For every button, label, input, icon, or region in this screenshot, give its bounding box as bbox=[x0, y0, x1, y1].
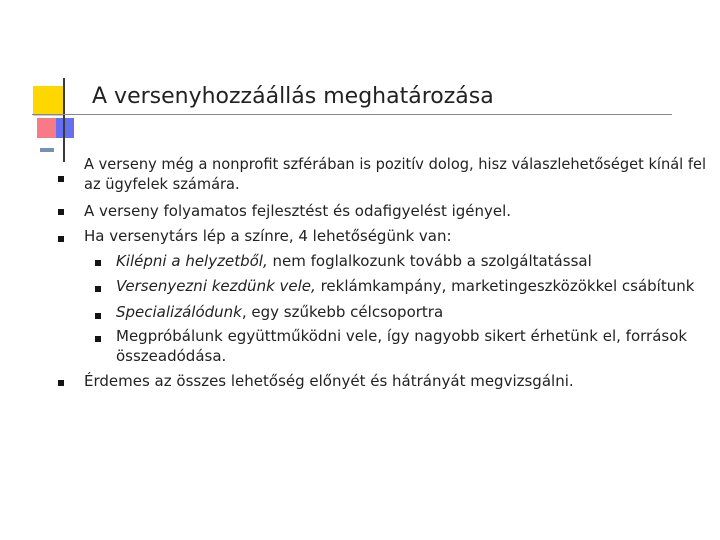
sub-bullet-item bbox=[116, 302, 443, 322]
option-keyword: Kilépni a helyzetből, bbox=[116, 252, 268, 270]
bullet-marker-icon bbox=[58, 236, 64, 242]
option-text: nem foglalkozunk tovább a szolgáltatással bbox=[267, 252, 592, 270]
bullet-item bbox=[84, 226, 452, 246]
sub-bullet-marker-icon bbox=[95, 336, 101, 342]
bullet-text-line2: az ügyfelek számára. bbox=[84, 175, 240, 193]
option-keyword: Versenyezni kezdünk vele, bbox=[116, 277, 316, 295]
option-keyword: Specializálódunk bbox=[116, 303, 242, 321]
sub-bullet-item bbox=[116, 326, 687, 366]
bullet-text: Érdemes az összes lehetőség előnyét és hátrányát megvizsgálni. bbox=[84, 372, 574, 390]
bullet-marker-icon bbox=[58, 209, 64, 215]
option-text-line2: összeadódása. bbox=[116, 347, 227, 365]
option-text: , egy szűkebb célcsoportra bbox=[241, 303, 444, 321]
sub-bullet-item bbox=[116, 276, 694, 296]
bullet-text: A verseny folyamatos fejlesztést és odafigyelést igényel. bbox=[84, 202, 512, 220]
sub-bullet-marker-icon bbox=[95, 313, 101, 319]
bullet-marker-icon bbox=[58, 176, 64, 182]
bullet-item bbox=[84, 201, 511, 221]
sub-bullet-marker-icon bbox=[95, 286, 101, 292]
option-text-line1: Megpróbálunk együttműködni vele, így nagyobb sikert érhetünk el, források bbox=[116, 327, 688, 345]
bullet-marker-icon bbox=[58, 380, 64, 386]
bullet-text-line1: A verseny még a nonprofit szférában is pozitív dolog, hisz válaszlehetőséget kínál fel bbox=[84, 155, 707, 173]
bullet-item bbox=[84, 371, 574, 391]
bullet-text: Ha versenytárs lép a színre, 4 lehetőségünk van: bbox=[84, 227, 452, 245]
sub-bullet-item bbox=[116, 251, 592, 271]
sub-bullet-marker-icon bbox=[95, 260, 101, 266]
bullet-item bbox=[84, 154, 706, 194]
option-text: reklámkampány, marketingeszközökkel csábítunk bbox=[315, 277, 695, 295]
slide-title: A versenyhozzáállás meghatározása bbox=[92, 84, 494, 109]
